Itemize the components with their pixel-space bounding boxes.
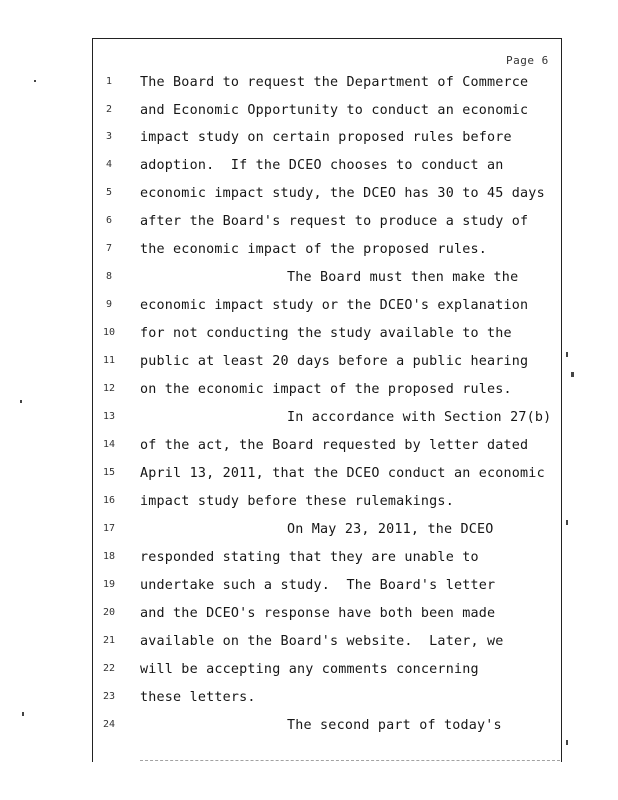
transcript-line: April 13, 2011, that the DCEO conduct an economic xyxy=(140,466,545,481)
line-number: 12 xyxy=(102,383,116,394)
transcript-line: for not conducting the study available to the xyxy=(140,326,512,341)
line-number: 15 xyxy=(102,467,116,478)
line-number: 1 xyxy=(105,76,113,87)
scan-speck xyxy=(566,740,568,745)
transcript-line: and the DCEO's response have both been made xyxy=(140,606,496,621)
line-number: 23 xyxy=(102,691,116,702)
transcript-line: will be accepting any comments concerning xyxy=(140,662,479,677)
transcript-line: public at least 20 days before a public hearing xyxy=(140,354,529,369)
transcript-line: the economic impact of the proposed rules. xyxy=(140,242,487,257)
line-number: 9 xyxy=(105,299,113,310)
transcript-line: impact study before these rulemakings. xyxy=(140,494,454,509)
transcript-page-frame xyxy=(92,38,562,762)
transcript-line: undertake such a study. The Board's letter xyxy=(140,578,496,593)
transcript-line: The Board to request the Department of Commerce xyxy=(140,75,529,90)
transcript-line: impact study on certain proposed rules before xyxy=(140,130,512,145)
transcript-line: on the economic impact of the proposed rules. xyxy=(140,382,512,397)
line-number: 8 xyxy=(105,271,113,282)
line-number: 5 xyxy=(105,187,113,198)
scan-speck xyxy=(22,712,24,716)
transcript-line: and Economic Opportunity to conduct an economic xyxy=(140,103,529,118)
line-number: 17 xyxy=(102,523,116,534)
line-number: 18 xyxy=(102,551,116,562)
scan-speck xyxy=(566,352,568,357)
transcript-line: The second part of today's xyxy=(287,718,502,733)
line-number: 14 xyxy=(102,439,116,450)
line-number: 10 xyxy=(102,327,116,338)
scan-speck xyxy=(571,372,574,377)
line-number: 11 xyxy=(102,355,116,366)
transcript-line: The Board must then make the xyxy=(287,270,519,285)
transcript-line: available on the Board's website. Later, we xyxy=(140,634,504,649)
line-number: 6 xyxy=(105,215,113,226)
transcript-line: In accordance with Section 27(b) xyxy=(287,410,552,425)
line-number: 7 xyxy=(105,243,113,254)
scan-speck xyxy=(566,520,568,525)
line-number: 16 xyxy=(102,495,116,506)
line-number: 24 xyxy=(102,719,116,730)
page-bottom-artifact xyxy=(140,760,560,765)
line-number: 13 xyxy=(102,411,116,422)
page-number-label: Page 6 xyxy=(506,54,549,67)
line-number: 22 xyxy=(102,663,116,674)
transcript-line: after the Board's request to produce a study of xyxy=(140,214,529,229)
transcript-line: of the act, the Board requested by letter dated xyxy=(140,438,529,453)
line-number: 21 xyxy=(102,635,116,646)
transcript-line: adoption. If the DCEO chooses to conduct an xyxy=(140,158,504,173)
line-number: 2 xyxy=(105,104,113,115)
transcript-line: responded stating that they are unable to xyxy=(140,550,479,565)
line-number: 19 xyxy=(102,579,116,590)
transcript-line: On May 23, 2011, the DCEO xyxy=(287,522,494,537)
scan-speck xyxy=(34,80,36,82)
transcript-line: economic impact study or the DCEO's explanation xyxy=(140,298,529,313)
transcript-line: these letters. xyxy=(140,690,256,705)
transcript-line: economic impact study, the DCEO has 30 to 45 days xyxy=(140,186,545,201)
line-number: 4 xyxy=(105,159,113,170)
scan-speck xyxy=(20,400,22,403)
line-number: 3 xyxy=(105,131,113,142)
line-number: 20 xyxy=(102,607,116,618)
